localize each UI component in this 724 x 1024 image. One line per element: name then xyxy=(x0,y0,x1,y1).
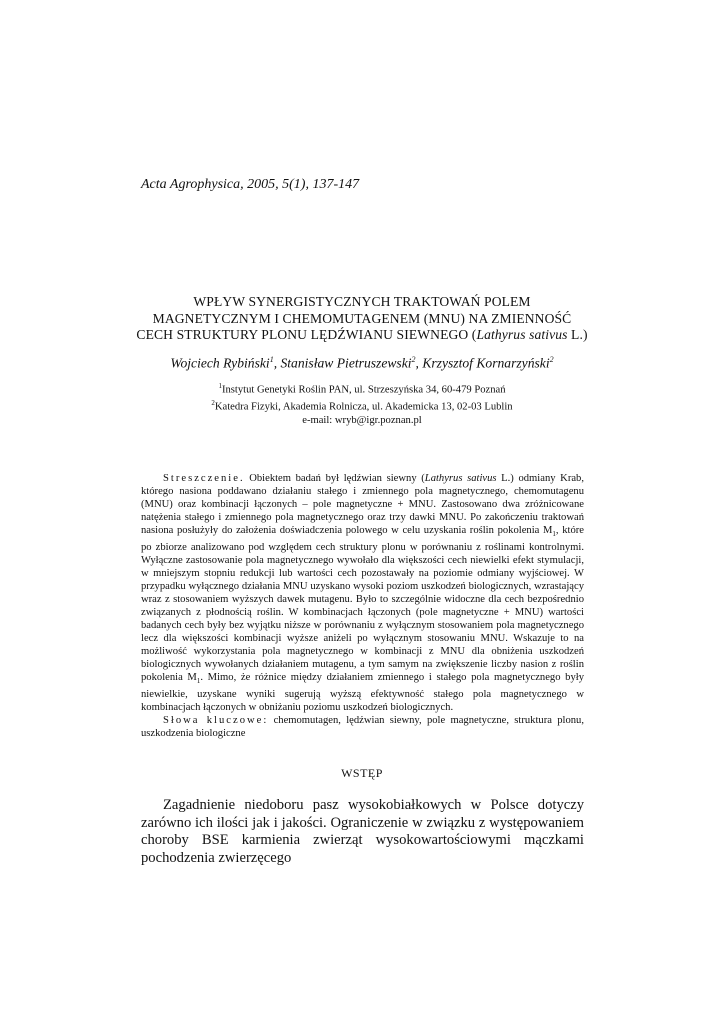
article-title xyxy=(120,294,604,344)
abstract-text: Obiektem badań był lędźwian siewny ( xyxy=(244,473,425,484)
title-latin-name: Lathyrus sativus xyxy=(476,327,568,342)
abstract xyxy=(141,472,584,740)
abstract-text: , które po zbiorze analizowano pod względem cech struktury plonu w porównaniu z roślinami kontrolnymi. Wyłączne zastosowanie pola magnetycznego wywołało dla większości cech niewielki efekt stymulacji, w mniejszym stopniu redukcji lub wartości cech pozostawały na poziomie odmiany wyjściowej. W przypadku wyłącznego działania MNU uzyskano wysoki poziom uszkodzeń biologicznych, wzrastający wraz z stosowaniem wyższych dawek mutagenu. Było to szczególnie widoczne dla cech bezpośrednio związanych z płodnością roślin. W kombinacjach łączonych (pole magnetyczne + MNU) wartości badanych cech były bez wyjątku niższe w porównaniu z wyłącznym stosowaniem pola magnetycznego lecz dla większości kombinacji wyższe aniżeli po wyłącznym stosowaniu MNU. Wskazuje to na możliwość wykorzystania pola magnetycznego w kombinacji z MNU dla obniżenia uszkodzeń biologicznych wywołanych działaniem mutagenu, a tym samym na zwiększenie liczby nasion z roślin pokolenia M xyxy=(141,525,584,684)
author-affiliation-mark: 1 xyxy=(269,355,274,364)
journal-citation: Acta Agrophysica, 2005, 5(1), 137-147 xyxy=(141,177,360,192)
affiliation-mark: 2 xyxy=(211,399,215,408)
abstract-label: Streszczenie. xyxy=(163,473,245,484)
title-line: MAGNETYCZNYM I CHEMOMUTAGENEM (MNU) NA ZMIENNOŚĆ xyxy=(152,310,572,326)
author-affiliation-mark: 2 xyxy=(411,355,416,364)
keywords-text: chemomutagen, lędźwian siewny, pole magnetyczne, struktura plonu, uszkodzenia biologiczne xyxy=(141,715,584,740)
title-text: CECH STRUKTURY PLONU LĘDŹWIANU SIEWNEGO ( xyxy=(136,327,477,342)
introduction-body xyxy=(141,797,584,867)
affiliation-text: Katedra Fizyki, Akademia Rolnicza, ul. Akademicka 13, 02-03 Lublin xyxy=(214,401,513,413)
author-list xyxy=(120,355,604,372)
affiliation-2 xyxy=(120,397,604,414)
title-line: WPŁYW SYNERGISTYCZNYCH TRAKTOWAŃ POLEM xyxy=(193,294,531,309)
abstract-paragraph xyxy=(141,472,584,714)
body-paragraph: Zagadnienie niedoboru pasz wysokobiałkowych w Polsce dotyczy zarówno ich ilości jak i jakości. Ograniczenie w związku z występowaniem choroby BSE karmienia zwierząt wysokowartościowymi mączkami pochodzenia zwierzęcego xyxy=(141,797,584,866)
author-separator: , xyxy=(273,355,281,371)
abstract-subscript: 1 xyxy=(196,677,201,686)
author-name: Wojciech Rybiński xyxy=(170,355,270,371)
affiliation-text: Instytut Genetyki Roślin PAN, ul. Strzeszyńska 34, 60-479 Poznań xyxy=(221,384,506,396)
affiliation-1 xyxy=(120,380,604,397)
author-name: Krzysztof Kornarzyński xyxy=(422,355,550,371)
author-separator: , xyxy=(415,355,423,371)
affiliation-mark: 1 xyxy=(218,382,222,390)
author-name: Stanisław Pietruszewski xyxy=(280,355,412,371)
email-address: e-mail: wryb@igr.poznan.pl xyxy=(302,415,422,427)
keywords-paragraph xyxy=(141,714,584,740)
affiliations xyxy=(120,380,604,428)
author-affiliation-mark: 2 xyxy=(549,355,554,364)
title-text: L.) xyxy=(567,327,588,342)
abstract-subscript: 1 xyxy=(552,530,556,539)
title-line xyxy=(120,327,604,344)
abstract-latin-name: Lathyrus sativus xyxy=(424,473,497,484)
section-heading: WSTĘP xyxy=(341,766,383,780)
abstract-text: L.) odmiany Krab, którego nasiona poddawano działaniu stałego i zmiennego pola magnetycznego, chemomutagenu (MNU) oraz kombinacji łączonych – pole magnetyczne + MNU. Zastosowano dwa zróżnicowane natężenia stałego i zmiennego pola magnetycznego oraz trzy dawki MNU. Po zakończeniu traktowań nasiona posłużyły do założenia doświadczenia polowego w celu uzyskania roślin pokolenia M xyxy=(141,473,585,536)
abstract-text: . Mimo, że różnice między działaniem zmiennego i stałego pola magnetycznego były niewielkie, uzyskane wyniki sugerują wyższą efektywność stałego pola magnetycznego w kombinacjach łączonych w obniżaniu poziomu uszkodzeń biologicznych. xyxy=(141,672,584,714)
keywords-label: Słowa kluczowe: xyxy=(163,715,269,727)
